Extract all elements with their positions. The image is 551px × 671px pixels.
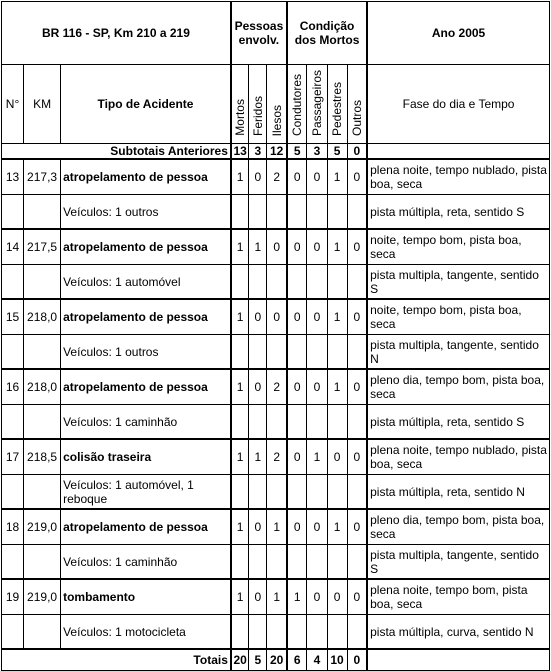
accident-count: 0 xyxy=(307,299,327,335)
vehicle-row xyxy=(2,545,550,580)
totals-row xyxy=(2,649,550,671)
accident-count: 0 xyxy=(307,229,327,265)
road-info: pista múltipla, reta, sentido S xyxy=(367,195,549,230)
vehicle-info: Veículos: 1 automóvel xyxy=(61,265,231,300)
accident-row xyxy=(2,509,550,545)
vehicle-row xyxy=(2,335,550,370)
col-fase: Fase do dia e Tempo xyxy=(367,65,549,144)
accident-number: 17 xyxy=(2,439,24,475)
col-feridos: Feridos xyxy=(249,65,267,144)
total-value: 6 xyxy=(287,649,307,671)
accident-count: 1 xyxy=(249,229,267,265)
accident-km: 217,3 xyxy=(24,159,61,195)
group-pessoas: Pessoas envolv. xyxy=(231,2,287,65)
accident-count: 0 xyxy=(267,299,287,335)
accident-count: 1 xyxy=(231,369,249,405)
road-info: pista multipla, tangente, sentido S xyxy=(367,265,549,300)
col-outros: Outros xyxy=(347,65,367,144)
accident-count: 0 xyxy=(249,299,267,335)
table-title: BR 116 - SP, Km 210 a 219 xyxy=(2,2,231,65)
road-info: pista multipla, tangente, sentido S xyxy=(367,545,549,580)
accident-km: 218,5 xyxy=(24,439,61,475)
accident-count: 2 xyxy=(267,159,287,195)
accident-type: atropelamento de pessoa xyxy=(61,229,231,265)
accident-count: 1 xyxy=(307,439,327,475)
accident-type: atropelamento de pessoa xyxy=(61,509,231,545)
subtotal-value: 5 xyxy=(287,144,307,160)
accident-count: 0 xyxy=(347,369,367,405)
vehicle-info: Veículos: 1 outros xyxy=(61,335,231,370)
col-tipo: Tipo de Acidente xyxy=(61,65,231,144)
accident-count: 1 xyxy=(327,159,347,195)
subtotal-value: 12 xyxy=(267,144,287,160)
vehicle-info: Veículos: 1 caminhão xyxy=(61,545,231,580)
accident-count: 0 xyxy=(307,159,327,195)
totals-label: Totais xyxy=(2,649,231,671)
accident-count: 1 xyxy=(231,439,249,475)
accident-type: atropelamento de pessoa xyxy=(61,369,231,405)
accident-km: 218,0 xyxy=(24,299,61,335)
subtotal-value: 5 xyxy=(327,144,347,160)
accident-phase: pleno dia, tempo bom, pista boa, seca xyxy=(367,509,549,545)
accident-count: 0 xyxy=(347,299,367,335)
vehicle-info: Veículos: 1 motocicleta xyxy=(61,615,231,650)
group-condicao: Condição dos Mortos xyxy=(287,2,367,65)
accident-count: 1 xyxy=(267,579,287,615)
subtotal-value: 3 xyxy=(249,144,267,160)
col-km: KM xyxy=(24,65,61,144)
total-value: 4 xyxy=(307,649,327,671)
accident-count: 2 xyxy=(267,439,287,475)
vehicle-info: Veículos: 1 caminhão xyxy=(61,405,231,440)
accident-phase: noite, tempo bom, pista boa, seca xyxy=(367,299,549,335)
accident-count: 0 xyxy=(347,439,367,475)
accident-km: 219,0 xyxy=(24,579,61,615)
accident-count: 0 xyxy=(249,369,267,405)
accident-row xyxy=(2,159,550,195)
accident-phase: pleno dia, tempo bom, pista boa, seca xyxy=(367,369,549,405)
vehicle-info: Veículos: 1 outros xyxy=(61,195,231,230)
accident-count: 1 xyxy=(231,299,249,335)
col-pedestres: Pedestres xyxy=(327,65,347,144)
accident-count: 0 xyxy=(347,579,367,615)
accident-count: 0 xyxy=(287,509,307,545)
accident-count: 1 xyxy=(327,229,347,265)
accident-count: 0 xyxy=(249,159,267,195)
accident-row xyxy=(2,369,550,405)
accident-count: 1 xyxy=(327,369,347,405)
subtotal-value: 0 xyxy=(347,144,367,160)
accident-number: 18 xyxy=(2,509,24,545)
vehicle-row xyxy=(2,405,550,440)
accident-count: 2 xyxy=(267,369,287,405)
col-passageiros: Passageiros xyxy=(307,65,327,144)
accident-number: 19 xyxy=(2,579,24,615)
accident-count: 0 xyxy=(347,229,367,265)
accident-count: 0 xyxy=(327,579,347,615)
total-value: 10 xyxy=(327,649,347,671)
road-info: pista múltipla, curva, sentido N xyxy=(367,615,549,650)
accident-count: 0 xyxy=(287,229,307,265)
subtotal-label: Subtotais Anteriores xyxy=(2,144,231,160)
accident-km: 217,5 xyxy=(24,229,61,265)
accident-count: 0 xyxy=(249,579,267,615)
accident-phase: plena noite, tempo nublado, pista boa, seca xyxy=(367,439,549,475)
accident-number: 13 xyxy=(2,159,24,195)
accident-type: colisão traseira xyxy=(61,439,231,475)
accident-number: 15 xyxy=(2,299,24,335)
subtotal-row xyxy=(2,144,550,160)
road-info: pista múltipla, reta, sentido S xyxy=(367,405,549,440)
total-value: 5 xyxy=(249,649,267,671)
accident-row xyxy=(2,299,550,335)
subtotal-value: 13 xyxy=(231,144,249,160)
road-info: pista multipla, tangente, sentido N xyxy=(367,335,549,370)
accident-count: 1 xyxy=(231,509,249,545)
accident-number: 14 xyxy=(2,229,24,265)
accident-count: 1 xyxy=(231,229,249,265)
total-value: 0 xyxy=(347,649,367,671)
accident-count: 1 xyxy=(327,299,347,335)
accident-count: 0 xyxy=(307,369,327,405)
total-value: 20 xyxy=(267,649,287,671)
accident-type: atropelamento de pessoa xyxy=(61,299,231,335)
accident-row xyxy=(2,229,550,265)
accident-type: atropelamento de pessoa xyxy=(61,159,231,195)
accident-count: 1 xyxy=(231,159,249,195)
accident-count: 0 xyxy=(287,299,307,335)
col-condutores: Condutores xyxy=(287,65,307,144)
accident-count: 0 xyxy=(347,509,367,545)
accident-km: 219,0 xyxy=(24,509,61,545)
accident-count: 1 xyxy=(327,509,347,545)
accident-count: 1 xyxy=(267,509,287,545)
accident-phase: plena noite, tempo bom, pista boa, seca xyxy=(367,579,549,615)
accident-row xyxy=(2,579,550,615)
subtotal-value: 3 xyxy=(307,144,327,160)
accident-type: tombamento xyxy=(61,579,231,615)
vehicle-row xyxy=(2,475,550,510)
accident-row xyxy=(2,439,550,475)
accident-count: 1 xyxy=(287,579,307,615)
accident-count: 0 xyxy=(347,159,367,195)
accident-count: 0 xyxy=(307,509,327,545)
accident-count: 1 xyxy=(249,439,267,475)
vehicle-row xyxy=(2,195,550,230)
accident-km: 218,0 xyxy=(24,369,61,405)
col-n: N° xyxy=(2,65,24,144)
accident-count: 0 xyxy=(267,229,287,265)
group-ano: Ano 2005 xyxy=(367,2,549,65)
vehicle-row xyxy=(2,615,550,650)
accident-count: 0 xyxy=(307,579,327,615)
accident-count: 0 xyxy=(287,159,307,195)
accident-table xyxy=(1,1,550,671)
vehicle-info: Veículos: 1 automóvel, 1 reboque xyxy=(61,475,231,510)
col-ilesos: Ilesos xyxy=(267,65,287,144)
accident-phase: plena noite, tempo nublado, pista boa, seca xyxy=(367,159,549,195)
accident-count: 0 xyxy=(287,369,307,405)
accident-count: 0 xyxy=(287,439,307,475)
accident-count: 0 xyxy=(327,439,347,475)
vehicle-row xyxy=(2,265,550,300)
road-info: pista múltipla, reta, sentido N xyxy=(367,475,549,510)
accident-phase: noite, tempo bom, pista boa, seca xyxy=(367,229,549,265)
total-value: 20 xyxy=(231,649,249,671)
accident-count: 0 xyxy=(249,509,267,545)
col-mortos: Mortos xyxy=(231,65,249,144)
accident-number: 16 xyxy=(2,369,24,405)
accident-count: 1 xyxy=(231,579,249,615)
